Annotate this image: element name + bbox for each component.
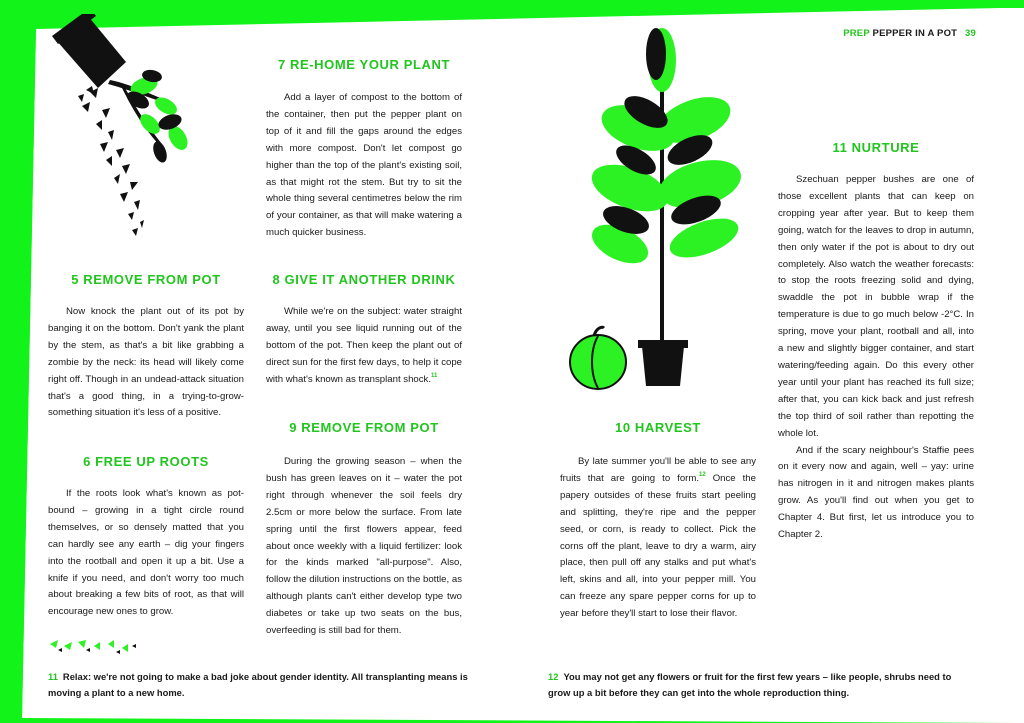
tipped-pot-icon <box>40 14 200 244</box>
paragraph-text-continued: Once the papery outsides of these fruits start peeling and splitting, they're ripe and the pepper seed, or corn, is ready to collect. Pick the corns off the plant, leave to dry a warm, airy place, then pull off any stalks and put what's left, skins and all, into your pepper mill. You can freeze any spare pepper corns for up to year before they'll start to lose their flavor. <box>560 472 756 620</box>
section-9-heading: 9 REMOVE FROM POT <box>289 420 439 435</box>
section-5-heading: 5 REMOVE FROM POT <box>71 272 221 287</box>
footnote-text: You may not get any flowers or fruit for the first few years – like people, shrubs need to grow up a bit before they can get into the whole reproduction thing. <box>548 671 952 698</box>
paragraph: Szechuan pepper bushes are one of those excellent plants that can keep on cropping year after year. But to keep them going, watch for the leaves to drop in autumn, then only water if the pot is about to dry out completely. Also watch the weather forecasts: to stop the roots freezing solid and dying, swaddle the pot in bubble wrap if the temperature is due to go much below -2°C. In spring, move your plant, rootball and all, into a new and slightly bigger container, and start watering/feeding again. Do this every other year until your plant has reached its full size; after that, you can kick back and just refresh the top third of soil rather than repotting the whole lot. <box>778 174 974 439</box>
running-head-section: PREP <box>843 28 870 39</box>
paragraph: During the growing season – when the bush has green leaves on it – water the pot right through whenever the soil feels dry 2.5cm or more below the surface. From late spring until the first flowers appear, feed about once weekly with a liquid fertilizer: look for the kinds marked "all-purpose". Also, follow the dilution instructions on the bottle, as although plants can't either develop type two diabetes or take up two seats on the bus, overfeeding is still bad for them. <box>266 456 462 637</box>
section-7-heading: 7 RE-HOME YOUR PLANT <box>277 57 451 72</box>
paragraph <box>560 454 756 623</box>
section-8-body <box>266 304 462 389</box>
section-7-body <box>266 90 462 242</box>
paragraph: If the roots look what's known as pot-bound – growing in a tight circle round themselves, or so densely matted that you can hardly see any earth – dig your fingers into the rootball and open it up a bit. Use a knife if you need, and don't worry too much about breaking a few bits of root, as that will encourage new ones to grow. <box>48 488 244 618</box>
paragraph <box>266 304 462 389</box>
section-11-heading: 11 NURTURE <box>832 140 920 155</box>
footnote-number: 11 <box>48 671 58 682</box>
section-5-body <box>48 304 244 422</box>
footnote-ref-11[interactable]: 11 <box>431 372 438 379</box>
paragraph: And if the scary neighbour's Staffie pees on it every now and again, well – yay: urine has nitrogen in it and nitrogen makes plants grow. As you'll find out when you get to Chapter 4. But first, let us introduce you to Chapter 2. <box>778 444 974 541</box>
paragraph-text: While we're on the subject: water straight away, until you see liquid running out of the bottom of the pot. Then keep the plant out of direct sun for the first few days, to help it cope with what's known as transplant shock. <box>266 306 462 385</box>
scattered-leaves-strip <box>48 636 138 656</box>
footnote-11 <box>48 669 468 701</box>
running-head <box>843 28 976 39</box>
footnote-ref-12[interactable]: 12 <box>699 471 706 478</box>
section-10-heading: 10 HARVEST <box>615 420 701 435</box>
footnote-text: Relax: we're not going to make a bad joke about gender identity. All transplanting means is moving a plant to a new home. <box>48 671 468 698</box>
running-head-title: PEPPER IN A POT <box>872 28 958 39</box>
section-10-body <box>560 454 756 623</box>
section-8-heading: 8 GIVE IT ANOTHER DRINK <box>272 272 456 287</box>
section-6-body <box>48 486 244 621</box>
section-11-body <box>778 172 974 544</box>
paragraph-text: By late summer you'll be able to see any fruits that are going to form. <box>560 456 756 484</box>
section-9-body <box>266 454 462 640</box>
pepper-fruit-icon <box>566 322 630 392</box>
paragraph: Add a layer of compost to the bottom of the container, then put the pepper plant on top of it and fill the gaps around the edges with more compost. Don't let compost go higher than the top of the plant's existing soil, as that might rot the stem. But try to sit the whole thing several centimetres below the rim of your container, as that will make watering a much quicker business. <box>266 92 462 239</box>
footnote-number: 12 <box>548 671 559 682</box>
footnote-12 <box>548 669 958 701</box>
paragraph: Now knock the plant out of its pot by banging it on the bottom. Don't yank the plant by the stem, as that's a bit like grabbing a zombie by the neck: its head will likely come right off. Though in an undead-attack situation that's a good thing, in a trying-to-grow-something situation it's less of a positive. <box>48 306 244 419</box>
page-number: 39 <box>965 28 976 39</box>
section-6-heading: 6 FREE UP ROOTS <box>83 454 209 469</box>
